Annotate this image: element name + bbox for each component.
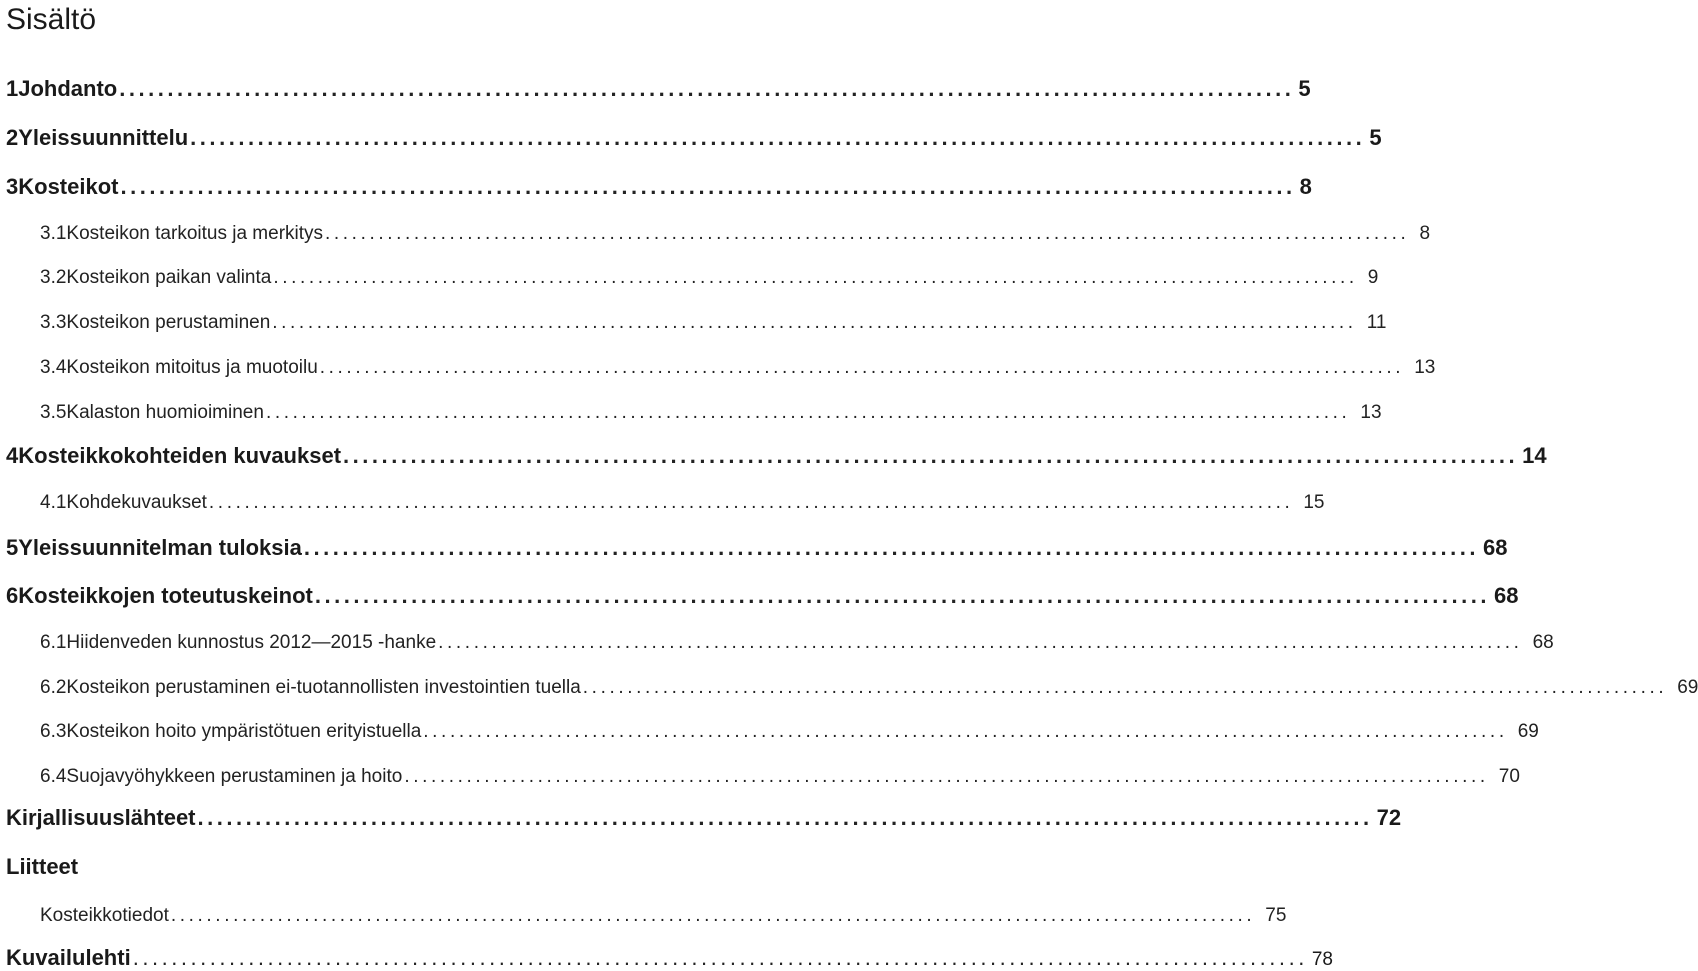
dot-leader: .......................................................................................................................... <box>265 402 1351 423</box>
toc-entry-6-2[interactable] <box>40 665 1698 699</box>
toc-label: Kohdekuvaukset <box>66 492 207 513</box>
toc-entry-5[interactable] <box>6 527 1508 561</box>
toc-label: Johdanto <box>18 76 118 101</box>
dot-leader: .......................................................................................................................... <box>343 443 1519 468</box>
toc-number: 6.4 <box>40 766 67 787</box>
toc-number: 6.1 <box>40 632 67 653</box>
toc-label: Kirjallisuuslähteet <box>6 805 196 830</box>
toc-label: Kosteikon hoito ympäristötuen erityistuella <box>66 721 422 742</box>
toc-entry-6-4[interactable] <box>40 754 1520 788</box>
toc-label: Kalaston huomioiminen <box>66 402 264 423</box>
dot-leader: .......................................................................................................................... <box>120 174 1296 199</box>
toc-page: 8 <box>1299 174 1312 199</box>
toc-number: 4 <box>6 443 19 468</box>
toc-entry-1[interactable] <box>6 68 1311 102</box>
dot-leader: .......................................................................................................................... <box>314 583 1490 608</box>
toc-page: 11 <box>1366 312 1387 333</box>
toc-number: 5 <box>6 535 19 560</box>
toc-entry-6-3[interactable] <box>40 709 1539 743</box>
toc-page: 5 <box>1298 76 1311 101</box>
toc-number: 6.2 <box>40 677 67 698</box>
dot-leader: .......................................................................................................................... <box>132 945 1308 970</box>
dot-leader: .......................................................................................................................... <box>423 721 1508 742</box>
dot-leader: .......................................................................................................................... <box>319 357 1405 378</box>
toc-entry-3-5[interactable] <box>40 390 1382 424</box>
toc-number: 1 <box>6 76 19 101</box>
toc-number: 3.5 <box>40 402 67 423</box>
toc-entry-4-1[interactable] <box>40 480 1325 514</box>
toc-page: 72 <box>1376 805 1402 830</box>
toc-page: 5 <box>1369 125 1382 150</box>
toc-page: 69 <box>1677 677 1698 698</box>
toc-label: Liitteet <box>6 854 79 879</box>
dot-leader: .......................................................................................................................... <box>190 125 1366 150</box>
dot-leader: .......................................................................................................................... <box>273 267 1358 288</box>
toc-label: Kosteikkojen toteutuskeinot <box>18 583 313 608</box>
dot-leader: .......................................................................................................................... <box>272 312 1357 333</box>
dot-leader: .......................................................................................................................... <box>303 535 1480 560</box>
toc-page: 69 <box>1517 721 1539 742</box>
dot-leader: .......................................................................................................................... <box>208 492 1294 513</box>
toc-label: Kosteikon mitoitus ja muotoilu <box>66 357 318 378</box>
toc-label: Kosteikot <box>18 174 119 199</box>
toc-number: 6 <box>6 583 19 608</box>
dot-leader: .......................................................................................................................... <box>197 805 1373 830</box>
toc-page: 15 <box>1303 492 1325 513</box>
toc-page: 9 <box>1367 267 1379 288</box>
toc-label: Kuvailulehti <box>6 945 131 970</box>
page-title: Sisältö <box>6 3 97 36</box>
toc-label: Kosteikkokohteiden kuvaukset <box>18 443 342 468</box>
toc-page: 68 <box>1483 535 1508 560</box>
toc-number: 3.4 <box>40 357 67 378</box>
toc-number: 6.3 <box>40 721 67 742</box>
toc-entry-3-2[interactable] <box>40 255 1379 289</box>
toc-number: 4.1 <box>40 492 67 513</box>
toc-entry-3[interactable] <box>6 166 1312 200</box>
toc-page: 78 <box>1311 949 1333 970</box>
toc-page: 68 <box>1493 583 1519 608</box>
toc-label: Kosteikkotiedot <box>40 905 169 926</box>
toc-label: Kosteikon paikan valinta <box>66 267 272 288</box>
toc-label: Kosteikon perustaminen <box>66 312 271 333</box>
toc-heading-liitteet <box>6 846 78 880</box>
dot-leader: .......................................................................................................................... <box>325 223 1410 244</box>
toc-entry-6[interactable] <box>6 575 1519 609</box>
toc-number: 2 <box>6 125 19 150</box>
toc-page: 70 <box>1498 766 1520 787</box>
toc-label: Kosteikon perustaminen ei-tuotannollisten investointien tuella <box>66 677 581 698</box>
toc-label: Yleissuunnittelu <box>18 125 189 150</box>
dot-leader: .......................................................................................................................... <box>404 766 1489 787</box>
toc-entry-4[interactable] <box>6 435 1547 469</box>
toc-entry-3-1[interactable] <box>40 211 1431 245</box>
toc-page: 8 <box>1419 223 1431 244</box>
toc-page: 13 <box>1360 402 1382 423</box>
toc-label: Suojavyöhykkeen perustaminen ja hoito <box>66 766 403 787</box>
toc-entry-kirjallisuuslahteet[interactable] <box>6 797 1402 831</box>
toc-number: 3.2 <box>40 267 67 288</box>
dot-leader: .......................................................................................................................... <box>582 677 1668 698</box>
toc-label: Yleissuunnitelman tuloksia <box>18 535 302 560</box>
toc-page: 68 <box>1532 632 1554 653</box>
toc-page: 75 <box>1265 905 1287 926</box>
dot-leader: .......................................................................................................................... <box>170 905 1256 926</box>
toc-number: 3.1 <box>40 223 67 244</box>
toc-page: 13 <box>1414 357 1436 378</box>
toc-number: 3.3 <box>40 312 67 333</box>
toc-entry-3-3[interactable] <box>40 300 1387 334</box>
toc-label: Hiidenveden kunnostus 2012—2015 -hanke <box>66 632 437 653</box>
toc-entry-kuvailulehti[interactable] <box>6 937 1333 971</box>
toc-entry-6-1[interactable] <box>40 620 1554 654</box>
toc-entry-2[interactable] <box>6 117 1382 151</box>
toc-entry-kosteikkotiedot[interactable] <box>40 893 1287 927</box>
toc-page: 14 <box>1522 443 1547 468</box>
dot-leader: .......................................................................................................................... <box>119 76 1295 101</box>
toc-entry-3-4[interactable] <box>40 345 1436 379</box>
dot-leader: .......................................................................................................................... <box>438 632 1523 653</box>
toc-number: 3 <box>6 174 19 199</box>
toc-label: Kosteikon tarkoitus ja merkitys <box>66 223 324 244</box>
